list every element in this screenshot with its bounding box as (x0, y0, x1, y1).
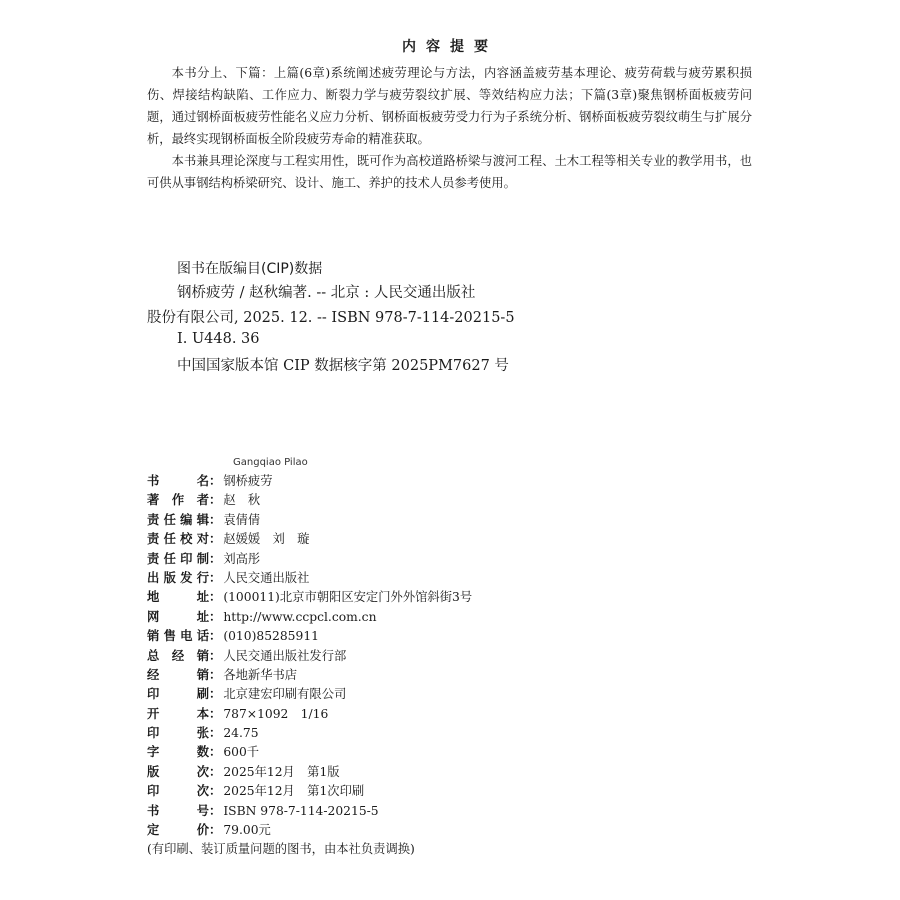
colophon-separator: ： (209, 745, 222, 760)
colophon-row (147, 802, 472, 821)
colophon-separator: ： (209, 687, 222, 702)
colophon-label: 出版发行 (147, 570, 209, 585)
cip-line-2: 股份有限公司, 2025. 12. -- ISBN 978-7-114-20215-5 (147, 310, 515, 326)
colophon-row (147, 705, 472, 724)
colophon-note: (有印刷、装订质量问题的图书，由本社负责调换) (147, 842, 415, 857)
colophon-label: 地址 (147, 590, 209, 605)
colophon-row (147, 627, 472, 646)
colophon-label: 责任编辑 (147, 512, 209, 527)
colophon-separator: ： (209, 493, 222, 508)
colophon-label: 著作者 (147, 493, 209, 508)
colophon-separator: ： (209, 667, 222, 682)
colophon-row (147, 666, 472, 685)
colophon-value: 24.75 (223, 726, 259, 741)
colophon-separator: ： (209, 706, 222, 721)
colophon-separator: ： (209, 629, 222, 644)
colophon-row (147, 569, 472, 588)
colophon-separator: ： (209, 648, 222, 663)
colophon (147, 472, 472, 860)
colophon-label: 网址 (147, 609, 209, 624)
colophon-row (147, 530, 472, 549)
colophon-label: 印张 (147, 726, 209, 741)
colophon-separator: ： (209, 823, 222, 838)
colophon-value: 人民交通出版社发行部 (223, 648, 347, 663)
colophon-value: 刘高彤 (223, 551, 261, 566)
colophon-separator: ： (209, 551, 222, 566)
colophon-label: 开本 (147, 706, 209, 721)
summary-paragraph-1 (147, 62, 752, 150)
pinyin-title: Gangqiao Pilao (233, 457, 308, 468)
colophon-value: 2025年12月 第1次印刷 (223, 784, 365, 799)
colophon-value: 赵 秋 (223, 493, 261, 508)
colophon-row (147, 685, 472, 704)
colophon-separator: ： (209, 532, 222, 547)
colophon-value: 787×1092 1/16 (223, 706, 329, 721)
colophon-label: 责任校对 (147, 532, 209, 547)
colophon-label: 定价 (147, 823, 209, 838)
colophon-value: 袁倩倩 (223, 512, 261, 527)
cip-line-1: 钢桥疲劳 / 赵秋编著. -- 北京 : 人民交通出版社 (177, 285, 476, 301)
colophon-label: 印刷 (147, 687, 209, 702)
colophon-label: 书号 (147, 803, 209, 818)
colophon-value: 79.00元 (223, 823, 271, 838)
colophon-label: 责任印制 (147, 551, 209, 566)
colophon-row (147, 550, 472, 569)
cip-heading: 图书在版编目(CIP)数据 (177, 261, 323, 277)
colophon-label: 印次 (147, 784, 209, 799)
colophon-row (147, 821, 472, 840)
summary-paragraph-2-text: 本书兼具理论深度与工程实用性，既可作为高校道路桥梁与渡河工程、土木工程等相关专业的教学用书，也可供从事钢结构桥梁研究、设计、施工、养护的技术人员参考使用。 (147, 154, 752, 190)
colophon-value: 北京建宏印刷有限公司 (223, 687, 347, 702)
colophon-row (147, 743, 472, 762)
colophon-label: 销售电话 (147, 629, 209, 644)
colophon-separator: ： (209, 803, 222, 818)
summary-paragraph-1-text: 本书分上、下篇：上篇(6章)系统阐述疲劳理论与方法，内容涵盖疲劳基本理论、疲劳荷载与疲劳累积损伤、焊接结构缺陷、工作应力、断裂力学与疲劳裂纹扩展、等效结构应力法；下篇(3章)聚焦钢桥面板疲劳问题，通过钢桥面板疲劳性能名义应力分析、钢桥面板疲劳受力行为子系统分析、钢桥面板疲劳裂纹萌生与扩展分析，最终实现钢桥面板全阶段疲劳寿命的精准获取。 (147, 66, 752, 146)
colophon-row (147, 511, 472, 530)
colophon-separator: ： (209, 726, 222, 741)
colophon-row (147, 647, 472, 666)
colophon-label: 版次 (147, 764, 209, 779)
colophon-separator: ： (209, 474, 222, 488)
colophon-row (147, 782, 472, 801)
summary-paragraph-2 (147, 150, 752, 194)
colophon-value: 人民交通出版社 (223, 570, 310, 585)
colophon-separator: ： (209, 590, 222, 605)
colophon-value: http://www.ccpcl.com.cn (223, 609, 377, 624)
cip-line-3: Ⅰ. U448. 36 (177, 331, 260, 347)
colophon-value: 600千 (223, 745, 260, 760)
colophon-value: 钢桥疲劳 (223, 474, 273, 488)
colophon-label: 总经销 (147, 648, 209, 663)
colophon-separator: ： (209, 570, 222, 585)
colophon-separator: ： (209, 609, 222, 624)
colophon-value: 2025年12月 第1版 (223, 764, 340, 779)
colophon-separator: ： (209, 764, 222, 779)
summary-title: 内容提要 (402, 39, 498, 55)
colophon-row (147, 472, 472, 491)
colophon-value: (100011)北京市朝阳区安定门外外馆斜街3号 (223, 590, 473, 605)
colophon-separator: ： (209, 512, 222, 527)
colophon-label: 经销 (147, 667, 209, 682)
colophon-row (147, 763, 472, 782)
cip-line-4: 中国国家版本馆 CIP 数据核字第 2025PM7627 号 (177, 358, 509, 374)
colophon-value: 各地新华书店 (223, 667, 298, 682)
colophon-label: 字数 (147, 745, 209, 760)
colophon-row (147, 588, 472, 607)
colophon-value: 赵媛媛 刘 璇 (223, 532, 310, 547)
colophon-separator: ： (209, 784, 222, 799)
colophon-row (147, 491, 472, 510)
colophon-row (147, 724, 472, 743)
colophon-value: ISBN 978-7-114-20215-5 (223, 803, 379, 818)
colophon-label: 书名 (147, 474, 209, 488)
colophon-value: (010)85285911 (223, 629, 319, 644)
colophon-row (147, 608, 472, 627)
